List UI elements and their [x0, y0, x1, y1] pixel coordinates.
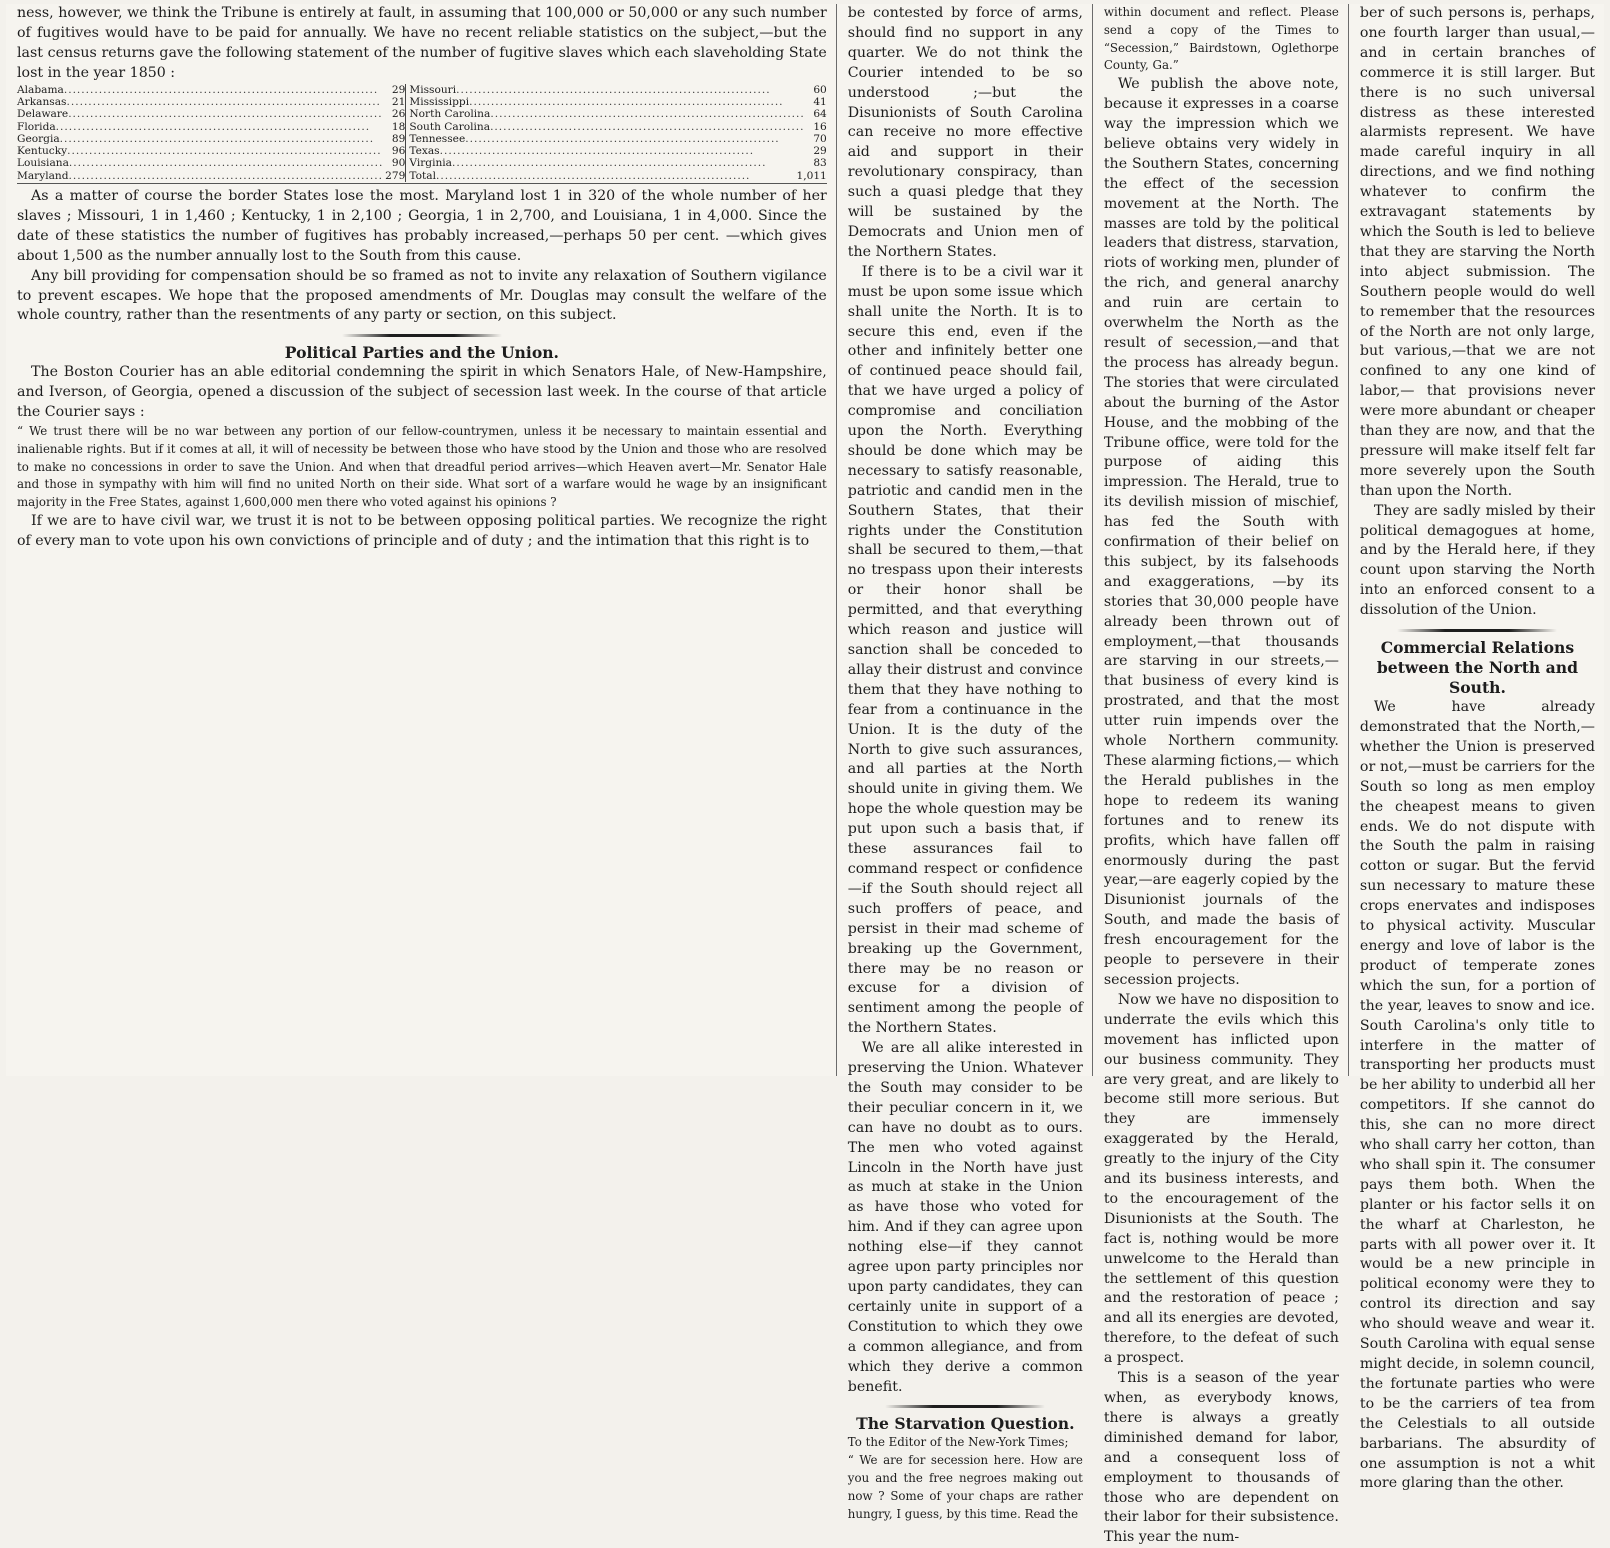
- stats-count: 279: [385, 169, 406, 182]
- stats-count: 41: [813, 95, 827, 108]
- newspaper-page: [6, 4, 1604, 1546]
- quoted-paragraph: within document and reflect. Please send a copy of the Times to “Secession,” Bairdstown, Oglethorpe County, Ga.”: [1103, 5, 1339, 73]
- stats-count: 64: [813, 108, 827, 121]
- column-4: [1349, 4, 1604, 1492]
- leader-dots: [490, 108, 804, 120]
- stats-row: [17, 108, 405, 120]
- leader-dots: [69, 157, 383, 169]
- leader-dots: [64, 84, 384, 96]
- stats-row: [17, 145, 405, 157]
- leader-dots: [452, 157, 805, 169]
- stats-row: [17, 121, 405, 133]
- stats-state: Louisiana: [17, 157, 69, 170]
- leader-dots: [56, 121, 384, 133]
- stats-state: North Carolina: [409, 108, 491, 121]
- paragraph: They are sadly misled by their political demagogues at home, and by the Herald here, if they count upon starving the North into an enforced consent to a dissolution of the Union.: [1359, 502, 1595, 619]
- paragraph: We have already demonstrated that the North,—whether the Union is preserved or not,—must be carriers for the South so long as men employ the cheapest means to given ends. We do not dispute with the South the palm in raising cotton or sugar. But the fervid sun necessary to mature these crops enervates and indisposes to physical activity. Muscular energy and love of labor is the product of temperate zones which the sun, for a portion of the year, leaves to snow and ice. South Carolina's only title to interfere in the matter of transporting her products must be her ability to underbid all her competitors. If she cannot do this, she can no more direct who shall carry her cotton, than who shall spin it. The consumer pays them both. When the planter or his factor sells it on the wharf at Charleston, he parts with all power over it. It would be a new principle in political economy were they to control its direction and say who should weave and wear it. South Carolina with equal sense might decide, in solemn council, the fortunate parties who were to be the carriers of tea from the Celestials to all outside barbarians. The absurdity of one assumption is not a whit more glaring than the other.: [1359, 699, 1595, 1492]
- section-divider: [1397, 629, 1557, 632]
- stats-state: Texas: [409, 145, 440, 158]
- leader-dots: [67, 145, 383, 157]
- stats-count: 89: [391, 132, 406, 145]
- stats-state: Missouri: [409, 83, 457, 96]
- stats-count: 70: [813, 132, 827, 145]
- fugitive-slaves-table: [17, 84, 827, 184]
- leader-dots: [69, 170, 384, 182]
- stats-state: Alabama: [17, 83, 64, 96]
- paragraph: As a matter of course the border States lose the most. Maryland lost 1 in 320 of the whole number of her slaves ; Missouri, 1 in 1,460 ; Kentucky, 1 in 2,100 ; Georgia, 1 in 2,700, and Louisiana, 1 in 4,000. Since the date of these statistics the number of fugitives has probably increased,—perhaps 50 per cent. —which gives about 1,500 as the number annually lost to the South from this cause.: [17, 188, 827, 264]
- leader-dots: [490, 121, 805, 133]
- paragraph: Any bill providing for compensation should be so framed as not to invite any relaxation of Southern vigilance to prevent escapes. We hope that the proposed amendments of Mr. Douglas may consult the welfare of the whole country, rather than the resentments of any party or section, on this subject.: [17, 267, 827, 324]
- column-1: [6, 4, 837, 1076]
- section-heading: Political Parties and the Union.: [284, 343, 559, 363]
- leader-dots: [465, 133, 805, 145]
- stats-count: 83: [813, 157, 827, 170]
- stats-count: 16: [813, 120, 827, 133]
- column-3: [1093, 4, 1349, 1546]
- section-heading: Commercial Relations between the North and South.: [1376, 638, 1579, 698]
- quoted-paragraph: To the Editor of the New-York Times;: [847, 1435, 1069, 1450]
- leader-dots: [436, 170, 797, 182]
- stats-state: Maryland: [17, 169, 69, 182]
- leader-dots: [66, 96, 383, 108]
- paragraph: This is a season of the year when, as everybody knows, there is always a greatly diminished demand for labor, and a consequent loss of employment to thousands of those who are dependent on their labor for their subsistence. This year the num-: [1103, 1370, 1339, 1546]
- stats-row: [409, 84, 826, 96]
- stats-state: Delaware: [17, 108, 69, 121]
- stats-state: Tennessee: [409, 132, 466, 145]
- stats-count: 90: [391, 157, 406, 170]
- stats-row: [17, 96, 405, 108]
- stats-state: Kentucky: [17, 145, 68, 158]
- paragraph: ber of such persons is, perhaps, one fourth larger than usual,—and in certain branches of commerce it is still larger. But there is no such universal distress as these interested alarmists represent. We have made careful inquiry in all directions, and we find nothing whatever to confirm the extravagant statements by which the South is led to believe that they are starving the North into abject submission. The Southern people would do well to remember that the resources of the North are not only large, but various,—that we are not confined to any one kind of labor,— that provisions never were more abundant or cheaper than they are now, and that the pressure will make itself felt far more severely upon the South than upon the North.: [1359, 5, 1595, 499]
- stats-count: 21: [391, 95, 406, 108]
- stats-count: 60: [813, 83, 827, 96]
- stats-row: [409, 157, 826, 169]
- stats-row: [17, 157, 405, 169]
- stats-count: 26: [391, 108, 406, 121]
- stats-right-column: [405, 84, 826, 182]
- stats-row: [17, 170, 405, 182]
- stats-row: [409, 133, 826, 145]
- paragraph: We publish the above note, because it expresses in a coarse way the impression which we believe obtains very widely in the Southern States, concerning the effect of the secession movement at the North. The masses are told by the political leaders that distress, starvation, riots of working men, plunder of the rich, and general anarchy and ruin are certain to overwhelm the North as the result of secession,—and that the process has already begun. The stories that were circulated about the burning of the Astor House, and the mobbing of the Tribune office, were told for the purpose of aiding this impression. The Herald, true to its devilish mission of mischief, has fed the South with confirmation of their belief on this subject, by its falsehoods and exaggerations, —by its stories that 30,000 people have already been thrown out of employment,—that thousands are starving in our streets,—that business of every kind is prostrated, and that the most utter ruin impends over the whole Northern community. These alarming fictions,— which the Herald publishes in the hope to redeem its waning fortunes and to renew its profits, which have fallen off enormously during the past year,—are eagerly copied by the Disunionist journals of the South, and made the basis of fresh encouragement for the people to persevere in their secession projects.: [1103, 76, 1339, 988]
- quoted-paragraph: “ We are for secession here. How are you and the free negroes making out now ? Some of your chaps are rather hungry, I guess, by this time. Read the: [847, 1453, 1083, 1521]
- section-divider: [342, 334, 502, 337]
- stats-row: [17, 133, 405, 145]
- stats-state: Virginia: [409, 157, 452, 170]
- leader-dots: [440, 145, 805, 157]
- stats-row: [409, 170, 826, 182]
- paragraph: ness, however, we think the Tribune is entirely at fault, in assuming that 100,000 or 50,000 or any such number of fugitives would have to be paid for annually. We have no recent reliable statistics on the subject,—but the last census returns gave the following statement of the number of fugitive slaves which each slaveholding State lost in the year 1850 :: [17, 5, 827, 81]
- section-divider: [885, 1405, 1045, 1408]
- paragraph: If there is to be a civil war it must be upon some issue which shall unite the North. It is to secure this end, even if the other and infinitely better one of continued peace should fail, that we have urged a policy of compromise and conciliation upon the North. Everything should be done which may be necessary to satisfy reasonable, patriotic and candid men in the Southern States, that their rights under the Constitution shall be secured to them,—that no trespass upon their interests or their honor shall be permitted, and that everything which reason and justice will sanction shall be conceded to allay their distrust and convince them that they have nothing to fear from a continuance in the Union. It is the duty of the North to give such assurances, and all parties at the North should unite in giving them. We hope the whole question may be put upon such a basis that, if these assurances fail to command respect or confidence—if the South should reject all such proffers of peace, and persist in their mad scheme of breaking up the Government, there may be no reason or excuse for a division of sentiment among the people of the Northern States.: [847, 263, 1083, 1037]
- stats-left-column: [17, 84, 405, 182]
- stats-state: Florida: [17, 120, 56, 133]
- paragraph: We are all alike interested in preserving the Union. Whatever the South may consider to be their peculiar concern in it, we can have no doubt as to ours. The men who voted against Lincoln in the North have just as much at stake in the Union as have those who voted for him. And if they can agree upon nothing else—if they cannot agree upon party principles nor upon party candidates, they can certainly unite in support of a Constitution to which they owe a common allegiance, and from which they derive a common benefit.: [847, 1040, 1083, 1395]
- stats-row: [409, 108, 826, 120]
- leader-dots: [469, 96, 805, 108]
- stats-count: 96: [391, 145, 406, 158]
- stats-row: [409, 145, 826, 157]
- paragraph: If we are to have civil war, we trust it is not to be between opposing political parties. We recognize the right of every man to vote upon his own convictions of principle and of duty ; and the intimation that this right is to: [17, 513, 827, 549]
- paragraph: Now we have no disposition to underrate the evils which this movement has inflicted upon our business community. They are very great, and are likely to become still more serious. But they are immensely exaggerated by the Herald, greatly to the injury of the City and its business interests, and to the encouragement of the Disunionists at the South. The fact is, nothing would be more unwelcome to the Herald than the settlement of this question and the restoration of peace ; and all its energies are devoted, therefore, to the defeat of such a prospect.: [1103, 991, 1339, 1367]
- stats-row: [17, 84, 405, 96]
- stats-state: Mississippi: [409, 95, 470, 108]
- stats-state: Arkansas: [17, 95, 67, 108]
- leader-dots: [456, 84, 805, 96]
- stats-count: 29: [391, 83, 406, 96]
- stats-state: Georgia: [17, 132, 60, 145]
- leader-dots: [68, 108, 383, 120]
- stats-count: 29: [813, 145, 827, 158]
- stats-count: 1,011: [796, 169, 827, 182]
- paragraph: The Boston Courier has an able editorial condemning the spirit in which Senators Hale, of New-Hampshire, and Iverson, of Georgia, opened a discussion of the subject of secession last week. In the course of that article the Courier says :: [17, 364, 827, 421]
- leader-dots: [60, 133, 384, 145]
- section-heading: The Starvation Question.: [856, 1414, 1075, 1434]
- quoted-paragraph: “ We trust there will be no war between any portion of our fellow-countrymen, unless it be necessary to maintain essential and inalienable rights. But if it comes at all, it will of necessity be between those who have stood by the Union and those who are resolved to make no concessions in order to save the Union. And when that dreadful period arrives—which Heaven avert—Mr. Senator Hale and those in sympathy with him will find no united North on their side. What sort of a warfare would he wage by an insignificant majority in the Free States, against 1,600,000 men there who voted against his opinions ?: [17, 424, 827, 510]
- stats-state: Total: [409, 169, 436, 182]
- stats-row: [409, 121, 826, 133]
- stats-state: South Carolina: [409, 120, 491, 133]
- paragraph: be contested by force of arms, should find no support in any quarter. We do not think the Courier intended to be so understood ;—but the Disunionists of South Carolina can receive no more effective aid and support in their revolutionary conspiracy, than such a quasi pledge that they will be sustained by the Democrats and Union men of the Northern States.: [847, 5, 1083, 260]
- stats-row: [409, 96, 826, 108]
- column-2: [837, 4, 1093, 1521]
- stats-count: 18: [391, 120, 406, 133]
